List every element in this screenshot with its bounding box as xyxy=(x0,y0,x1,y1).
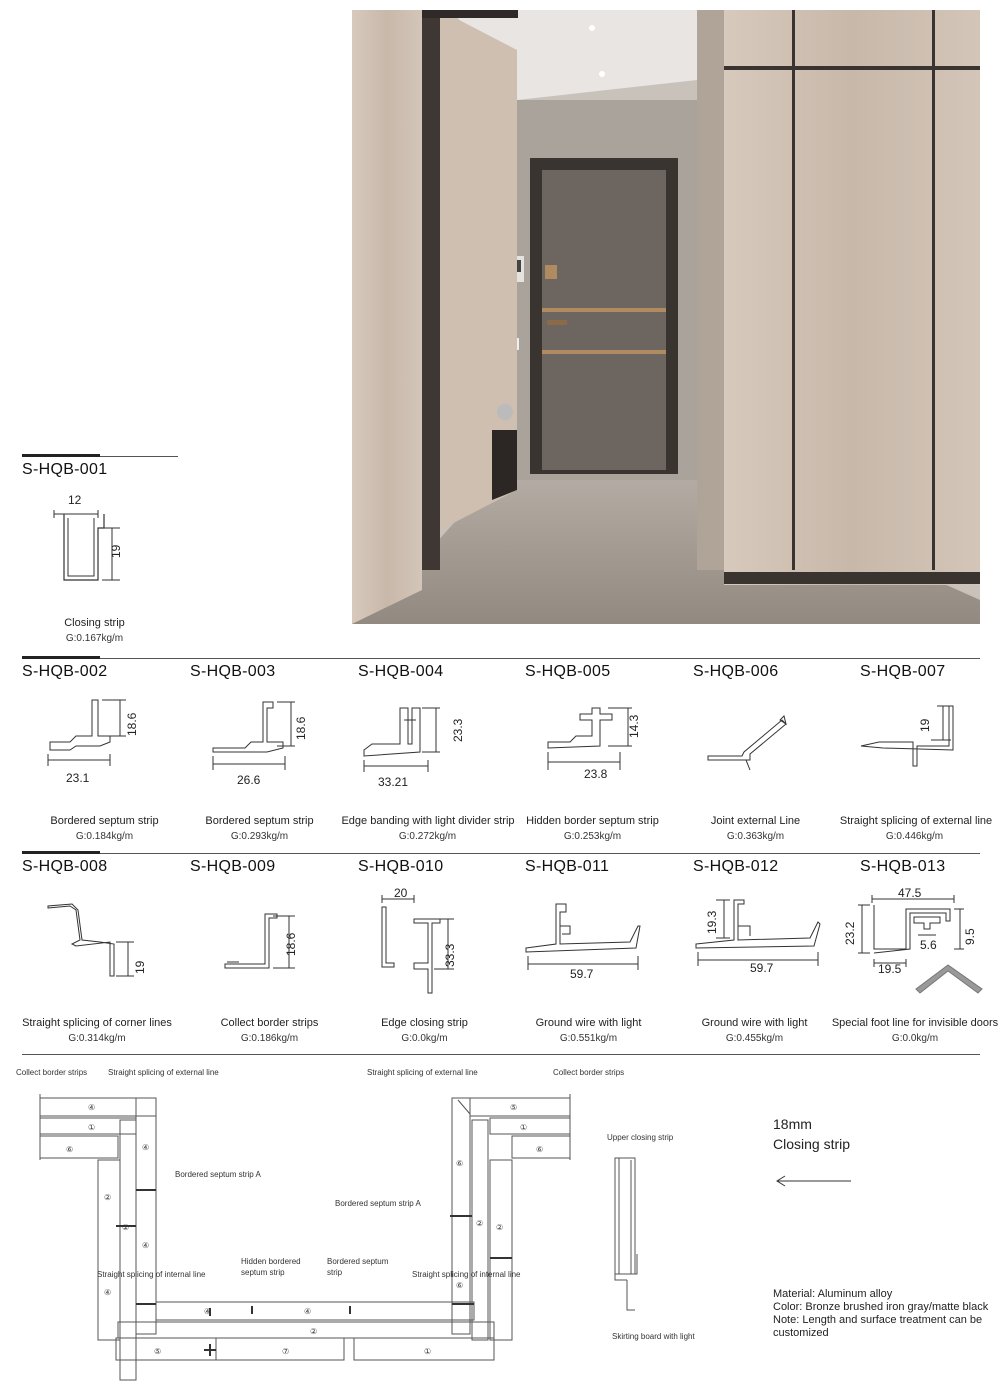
side-subtitle: Closing strip xyxy=(773,1136,851,1152)
dim-label: 23.3 xyxy=(451,718,465,742)
side-title: 18mm xyxy=(773,1116,812,1132)
part-number: ② xyxy=(104,1193,112,1202)
diagram-label: Straight splicing of internal line xyxy=(97,1270,206,1279)
row-divider xyxy=(22,1054,980,1055)
installation-diagram xyxy=(20,1080,620,1360)
dim-label: 18.6 xyxy=(284,932,298,956)
product-code: S-HQB-007 xyxy=(860,663,946,680)
section-divider xyxy=(100,456,178,457)
part-number: ⑥ xyxy=(536,1145,544,1154)
product-weight: G:0.551kg/m xyxy=(559,1033,618,1044)
diagram-label: Upper closing strip xyxy=(607,1133,674,1142)
dim-label: 19 xyxy=(918,718,932,732)
part-number: ⑥ xyxy=(456,1159,464,1168)
dim-label: 26.6 xyxy=(237,773,261,787)
diagram-label: Bordered septum strip A xyxy=(175,1170,261,1179)
product-name: Bordered septum strip xyxy=(205,815,314,827)
product-weight: G:0.253kg/m xyxy=(563,831,622,842)
product-code: S-HQB-005 xyxy=(525,663,611,680)
product-code: S-HQB-003 xyxy=(190,663,276,680)
diagram-label: strip xyxy=(327,1268,343,1277)
dim-label: 19.3 xyxy=(705,910,719,934)
note-text: Note: Length and surface treatment can be xyxy=(773,1314,983,1326)
product-name: Straight splicing of external line xyxy=(839,815,993,827)
part-number: ⑥ xyxy=(456,1281,464,1290)
section-bar xyxy=(22,656,100,659)
product-name: Ground wire with light xyxy=(701,1017,808,1029)
dim-label: 14.3 xyxy=(627,714,641,738)
dim-label: 33.21 xyxy=(378,775,409,789)
part-number: ④ xyxy=(142,1241,150,1250)
product-weight: G:0.314kg/m xyxy=(68,1033,126,1044)
part-number: ① xyxy=(424,1347,432,1356)
spec-block xyxy=(773,1288,988,1340)
product-code: S-HQB-010 xyxy=(358,858,444,875)
profile-drawing-003 xyxy=(205,690,345,787)
material-text: Material: Aluminum alloy xyxy=(773,1288,893,1300)
product-weight: G:0.272kg/m xyxy=(398,831,457,842)
dim-label: 23.1 xyxy=(66,771,90,785)
product-name: Bordered septum strip xyxy=(50,815,159,827)
product-name: Edge closing strip xyxy=(381,1017,468,1029)
product-name: Joint external Line xyxy=(710,815,801,827)
diagram-label: Hidden bordered xyxy=(241,1257,301,1266)
product-name: Hidden border septum strip xyxy=(526,815,659,827)
dim-label: 18.6 xyxy=(294,716,308,740)
part-number: ④ xyxy=(142,1143,150,1152)
product-code: S-HQB-006 xyxy=(693,663,779,680)
product-weight: G:0.0kg/m xyxy=(401,1033,448,1044)
part-number: ⑥ xyxy=(66,1145,74,1154)
dim-label: 23.2 xyxy=(843,921,857,945)
product-weight: G:0.167kg/m xyxy=(65,633,124,644)
diagram-label: Straight splicing of external line xyxy=(108,1068,219,1077)
diagram-label: Straight splicing of internal line xyxy=(412,1270,521,1279)
part-number: ④ xyxy=(304,1307,312,1316)
part-number: ① xyxy=(520,1123,528,1132)
part-number: ② xyxy=(496,1223,504,1232)
product-code: S-HQB-008 xyxy=(22,858,108,875)
dim-label: 9.5 xyxy=(963,928,977,945)
product-code: S-HQB-012 xyxy=(693,858,779,875)
profile-drawing-005 xyxy=(540,690,680,780)
color-text: Color: Bronze brushed iron gray/matte black xyxy=(773,1301,989,1313)
profile-drawing-012 xyxy=(690,890,840,990)
profile-drawing-011 xyxy=(520,890,670,990)
product-weight: G:0.0kg/m xyxy=(891,1033,939,1044)
product-name: Ground wire with light xyxy=(535,1017,642,1029)
product-weight: G:0.446kg/m xyxy=(885,831,944,842)
dim-label: 47.5 xyxy=(898,886,922,900)
diagram-label: septum strip xyxy=(241,1268,285,1277)
dim-label: 20 xyxy=(394,886,408,900)
product-code: S-HQB-002 xyxy=(22,663,108,680)
profile-drawing-004 xyxy=(360,690,500,789)
product-weight: G:0.184kg/m xyxy=(75,831,134,842)
row-divider xyxy=(22,658,980,659)
dim-label: 23.8 xyxy=(584,767,608,781)
product-weight: G:0.186kg/m xyxy=(240,1033,299,1044)
product-code: S-HQB-011 xyxy=(525,858,610,875)
product-name: Collect border strips xyxy=(220,1017,319,1029)
profile-drawing-009 xyxy=(215,890,355,990)
row-divider xyxy=(22,853,980,854)
diagram-label: Collect border strips xyxy=(16,1068,88,1077)
product-code: S-HQB-004 xyxy=(358,663,444,680)
part-number: ⑦ xyxy=(282,1347,290,1356)
part-number: ⑤ xyxy=(510,1103,518,1112)
diagram-label: Collect border strips xyxy=(553,1068,625,1077)
part-number: ① xyxy=(88,1123,96,1132)
product-weight: G:0.455kg/m xyxy=(725,1033,784,1044)
part-number: ④ xyxy=(88,1103,96,1112)
diagram-label: Bordered septum xyxy=(327,1257,389,1266)
part-number: ② xyxy=(122,1223,130,1232)
dim-label: 12 xyxy=(68,493,82,507)
part-number: ⑤ xyxy=(154,1347,162,1356)
diagram-label: Skirting board with light xyxy=(612,1332,695,1341)
hallway-illustration xyxy=(352,10,980,624)
part-number: ② xyxy=(310,1327,318,1336)
section-bar xyxy=(22,851,100,854)
part-number: ④ xyxy=(204,1307,212,1316)
product-name: Edge banding with light divider strip xyxy=(341,815,515,827)
product-name: Straight splicing of corner lines xyxy=(22,1017,172,1029)
hallway-photo xyxy=(352,10,980,624)
part-number: ② xyxy=(476,1219,484,1228)
dim-label: 33.3 xyxy=(443,943,457,967)
dim-label: 5.6 xyxy=(920,938,937,952)
dim-label: 19.5 xyxy=(878,962,902,976)
profile-drawing-007 xyxy=(855,690,1000,780)
profile-drawing-002 xyxy=(40,690,180,785)
note-text-cont: customized xyxy=(773,1327,829,1339)
dim-label: 59.7 xyxy=(570,967,594,981)
product-code: S-HQB-009 xyxy=(190,858,276,875)
profile-drawing-010 xyxy=(370,885,510,995)
profile-drawing-013 xyxy=(840,885,1000,995)
profile-drawing-008 xyxy=(40,890,180,990)
product-name: Special foot line for invisible doors xyxy=(831,1017,999,1029)
product-weight: G:0.293kg/m xyxy=(230,831,289,842)
dim-label: 59.7 xyxy=(750,961,774,975)
product-code: S-HQB-013 xyxy=(860,858,946,875)
product-name: Closing strip xyxy=(64,617,125,629)
section-bar xyxy=(22,454,100,457)
arrow-left-icon xyxy=(775,1174,865,1188)
diagram-label: Straight splicing of external line xyxy=(367,1068,478,1077)
product-code: S-HQB-001 xyxy=(22,461,108,478)
part-number: ④ xyxy=(104,1288,112,1297)
dim-label: 18.6 xyxy=(125,712,139,736)
closing-strip-drawing xyxy=(605,1150,665,1330)
profile-drawing-001 xyxy=(40,488,160,598)
dim-label: 19 xyxy=(133,960,147,974)
profile-drawing-006 xyxy=(700,690,840,780)
product-weight: G:0.363kg/m xyxy=(726,831,785,842)
diagram-label: Bordered septum strip A xyxy=(335,1199,421,1208)
dim-label: 19 xyxy=(109,544,123,558)
